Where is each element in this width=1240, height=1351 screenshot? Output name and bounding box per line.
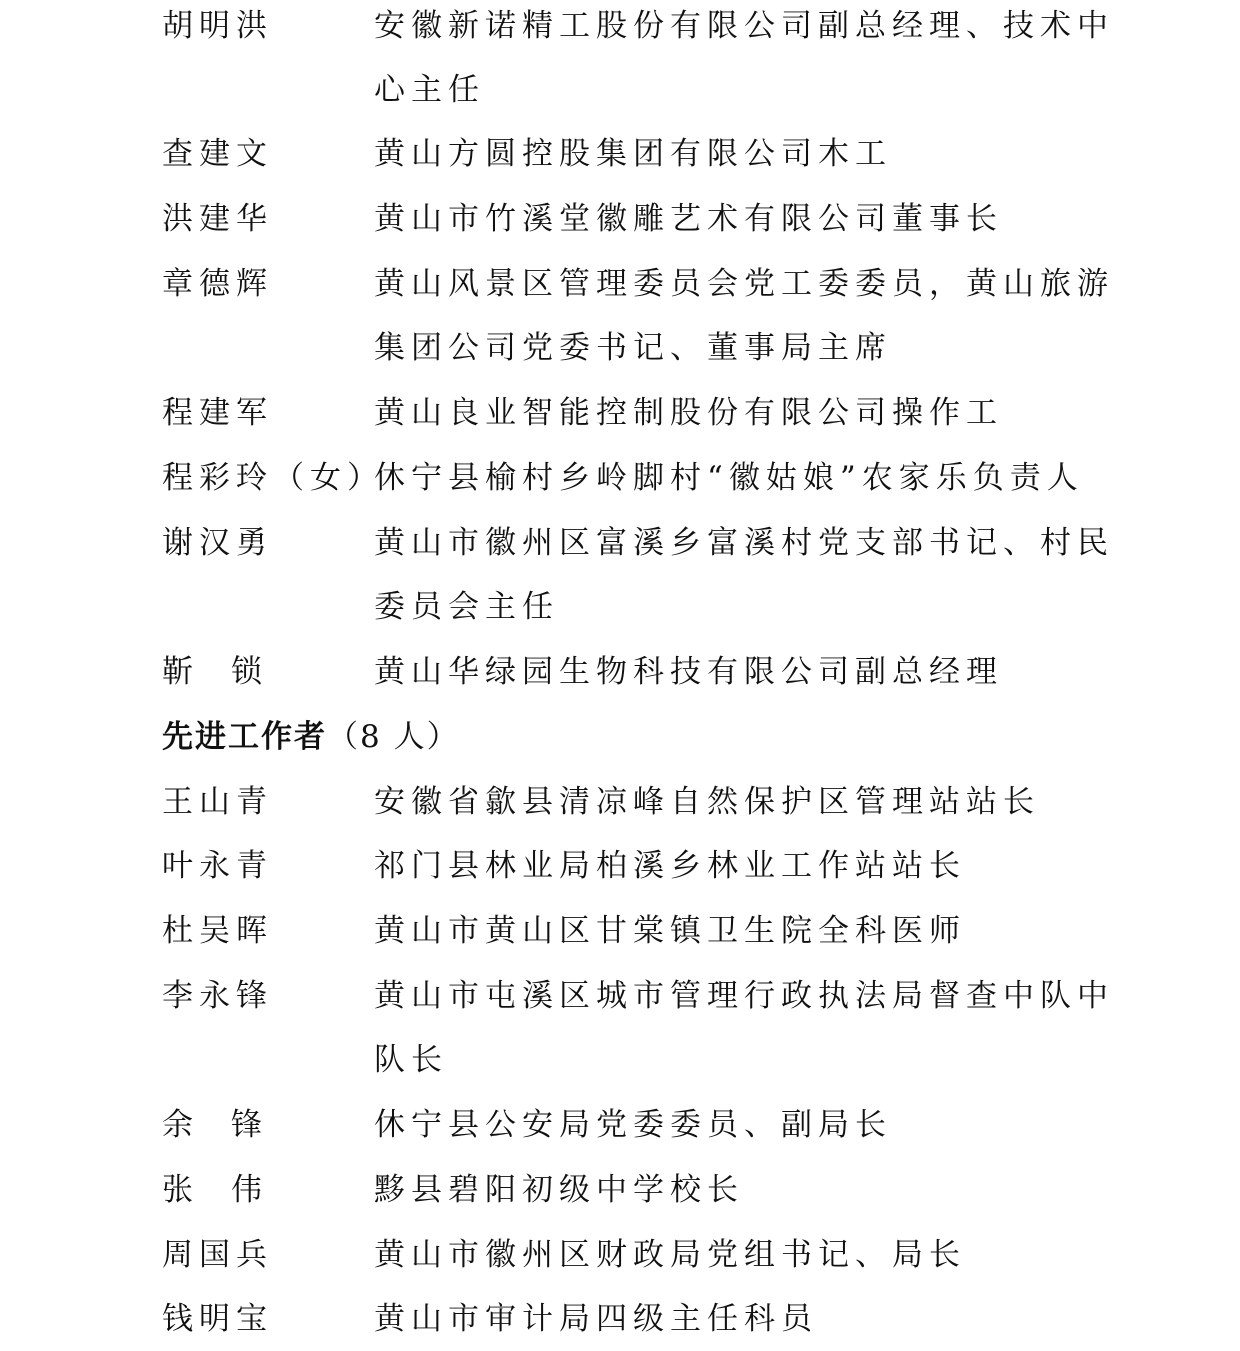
person-title: 委员会主任: [374, 589, 559, 625]
person-title: 黄山市徽州区财政局党组书记、局长: [374, 1237, 966, 1273]
person-title: 祁门县林业局柏溪乡林业工作站站长: [374, 848, 966, 884]
list-item: [0, 252, 1240, 316]
person-name: 王山青: [162, 784, 273, 820]
list-item: [0, 964, 1240, 1028]
person-name: 余锋: [162, 1107, 300, 1143]
person-title: 黄山市竹溪堂徽雕艺术有限公司董事长: [374, 201, 1003, 237]
list-item-continuation: [0, 575, 1240, 639]
person-title: 黄山良业智能控制股份有限公司操作工: [374, 395, 1003, 431]
list-item: [0, 0, 1240, 58]
person-name: 洪建华: [162, 201, 273, 237]
person-name: 查建文: [162, 136, 273, 172]
person-title: 休宁县榆村乡岭脚村“徽姑娘”农家乐负责人: [374, 460, 1084, 496]
person-title: 队长: [374, 1042, 448, 1078]
list-item: [0, 446, 1240, 510]
person-name: 叶永青: [162, 848, 273, 884]
person-name: 杜吴晖: [162, 913, 273, 949]
person-name: 周国兵: [162, 1237, 273, 1273]
person-name: 章德辉: [162, 266, 273, 302]
person-title: 黟县碧阳初级中学校长: [374, 1172, 744, 1208]
list-item: [0, 1287, 1240, 1351]
person-title: 黄山市黄山区甘棠镇卫生院全科医师: [374, 913, 966, 949]
list-item: [0, 1093, 1240, 1157]
list-item-continuation: [0, 1028, 1240, 1092]
person-title: 黄山市徽州区富溪乡富溪村党支部书记、村民: [374, 525, 1114, 561]
list-item: [0, 122, 1240, 186]
person-title: 黄山市审计局四级主任科员: [374, 1301, 818, 1337]
person-title: 黄山风景区管理委员会党工委委员，黄山旅游: [374, 266, 1114, 302]
list-item-continuation: [0, 316, 1240, 380]
list-item: [0, 511, 1240, 575]
list-item: [0, 834, 1240, 898]
person-title: 黄山华绿园生物科技有限公司副总经理: [374, 654, 1003, 690]
list-item: [0, 187, 1240, 251]
section-title: 先进工作者: [162, 719, 327, 755]
list-item: [0, 640, 1240, 704]
person-title: 黄山市屯溪区城市管理行政执法局督查中队中: [374, 978, 1114, 1014]
list-item: [0, 1158, 1240, 1222]
person-name: 程彩玲（女）: [162, 460, 384, 496]
person-title: 休宁县公安局党委委员、副局长: [374, 1107, 892, 1143]
person-name: 胡明洪: [162, 8, 273, 44]
list-item: [0, 899, 1240, 963]
person-name: 程建军: [162, 395, 273, 431]
section-count: （8 人）: [327, 719, 460, 755]
person-name: 谢汉勇: [162, 525, 273, 561]
person-name: 靳锁: [162, 654, 300, 690]
person-name: 李永锋: [162, 978, 273, 1014]
person-name: 张伟: [162, 1172, 300, 1208]
person-title: 安徽新诺精工股份有限公司副总经理、技术中: [374, 8, 1114, 44]
person-name: 钱明宝: [162, 1301, 273, 1337]
list-item-continuation: [0, 58, 1240, 122]
person-title: 集团公司党委书记、董事局主席: [374, 330, 892, 366]
list-item: [0, 381, 1240, 445]
section-heading: [162, 705, 460, 769]
person-title: 安徽省歙县清凉峰自然保护区管理站站长: [374, 784, 1040, 820]
person-title: 心主任: [374, 72, 485, 108]
person-title: 黄山方圆控股集团有限公司木工: [374, 136, 892, 172]
list-item: [0, 1223, 1240, 1287]
list-item: [0, 770, 1240, 834]
